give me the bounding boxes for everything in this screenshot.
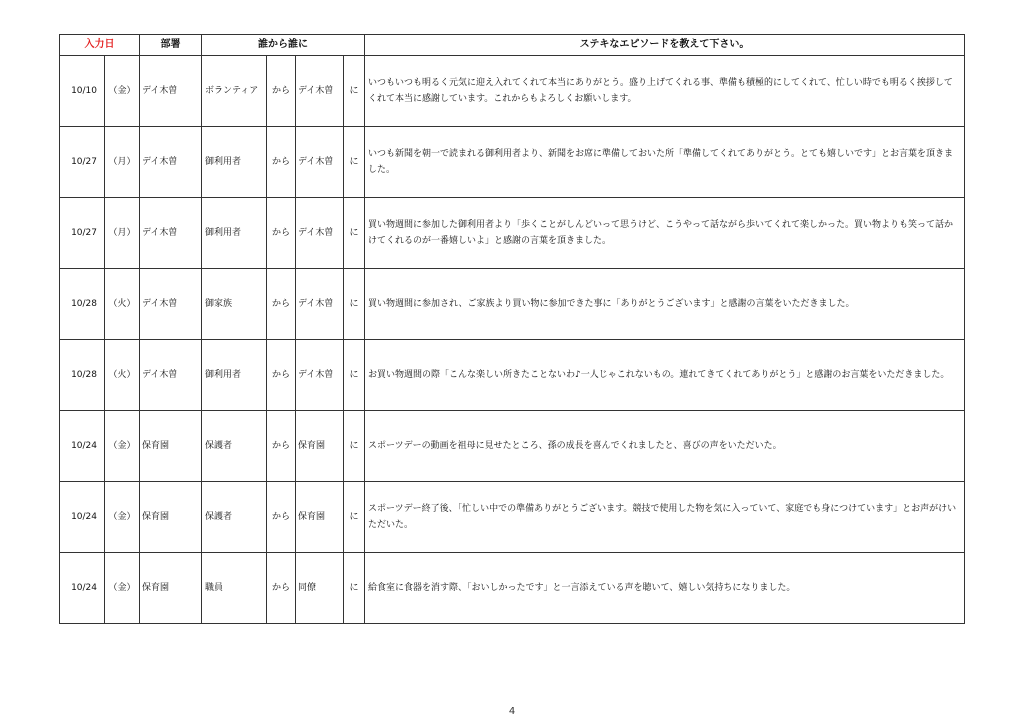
cell-kara: から (267, 127, 296, 198)
cell-episode: いつも新聞を朝一で読まれる御利用者より、新聞をお席に準備しておいた所「準備してくれてありがとう。とても嬉しいです」とお言葉を頂きました。 (365, 127, 965, 198)
table-header-row (60, 35, 965, 56)
header-dept: 部署 (140, 35, 202, 56)
table-row (60, 553, 965, 624)
table-row (60, 127, 965, 198)
cell-dept: 保育園 (140, 482, 202, 553)
cell-to: デイ木曽 (296, 340, 344, 411)
cell-date: 10/24 (60, 411, 105, 482)
cell-to: デイ木曽 (296, 198, 344, 269)
cell-to: デイ木曽 (296, 56, 344, 127)
table-row (60, 56, 965, 127)
cell-ni: に (344, 269, 365, 340)
cell-ni: に (344, 340, 365, 411)
cell-kara: から (267, 269, 296, 340)
cell-date: 10/24 (60, 482, 105, 553)
cell-episode: 買い物週間に参加され、ご家族より買い物に参加できた事に「ありがとうございます」と感謝の言葉をいただきました。 (365, 269, 965, 340)
cell-dept: デイ木曽 (140, 340, 202, 411)
cell-kara: から (267, 553, 296, 624)
cell-ni: に (344, 198, 365, 269)
cell-from: 職員 (202, 553, 267, 624)
cell-kara: から (267, 198, 296, 269)
cell-day: （月） (105, 198, 140, 269)
cell-from: 保護者 (202, 482, 267, 553)
cell-ni: に (344, 553, 365, 624)
cell-from: 御利用者 (202, 127, 267, 198)
cell-episode: いつもいつも明るく元気に迎え入れてくれて本当にありがとう。盛り上げてくれる事、準備も積極的にしてくれて、忙しい時でも明るく挨拶してくれて本当に感謝しています。これからもよろしくお願いします。 (365, 56, 965, 127)
cell-dept: デイ木曽 (140, 269, 202, 340)
table-row (60, 340, 965, 411)
table-row (60, 198, 965, 269)
cell-dept: 保育園 (140, 411, 202, 482)
cell-episode: 給食室に食器を消す際、「おいしかったです」と一言添えている声を聴いて、嬉しい気持ちになりました。 (365, 553, 965, 624)
cell-episode: スポーツデー終了後、「忙しい中での準備ありがとうございます。競技で使用した物を気に入っていて、家庭でも身につけています」とお声がけいただいた。 (365, 482, 965, 553)
cell-dept: 保育園 (140, 553, 202, 624)
cell-date: 10/28 (60, 269, 105, 340)
cell-day: （火） (105, 340, 140, 411)
cell-day: （金） (105, 56, 140, 127)
cell-to: 保育園 (296, 482, 344, 553)
cell-ni: に (344, 411, 365, 482)
cell-from: 御家族 (202, 269, 267, 340)
cell-from: 御利用者 (202, 340, 267, 411)
cell-day: （金） (105, 482, 140, 553)
cell-to: デイ木曽 (296, 269, 344, 340)
cell-day: （火） (105, 269, 140, 340)
episode-table (59, 34, 965, 624)
cell-dept: デイ木曽 (140, 127, 202, 198)
cell-day: （月） (105, 127, 140, 198)
table-row (60, 482, 965, 553)
header-date: 入力日 (60, 35, 140, 56)
cell-to: 同僚 (296, 553, 344, 624)
cell-dept: デイ木曽 (140, 198, 202, 269)
cell-from: 御利用者 (202, 198, 267, 269)
cell-date: 10/24 (60, 553, 105, 624)
header-episode: ステキなエピソードを教えて下さい。 (365, 35, 965, 56)
cell-dept: デイ木曽 (140, 56, 202, 127)
cell-to: デイ木曽 (296, 127, 344, 198)
cell-episode: お買い物週間の際「こんな楽しい所きたことないわ♪一人じゃこれないもの。連れてきてくれてありがとう」と感謝のお言葉をいただきました。 (365, 340, 965, 411)
cell-episode: 買い物週間に参加した御利用者より「歩くことがしんどいって思うけど、こうやって話ながら歩いてくれて楽しかった。買い物よりも笑って話かけてくれるのが一番嬉しいよ」と感謝の言葉を頂きました。 (365, 198, 965, 269)
header-who: 誰から誰に (202, 35, 365, 56)
cell-date: 10/27 (60, 198, 105, 269)
cell-kara: から (267, 340, 296, 411)
cell-day: （金） (105, 553, 140, 624)
page-number: 4 (508, 706, 516, 717)
cell-date: 10/27 (60, 127, 105, 198)
cell-kara: から (267, 482, 296, 553)
cell-ni: に (344, 127, 365, 198)
cell-to: 保育園 (296, 411, 344, 482)
cell-kara: から (267, 411, 296, 482)
cell-day: （金） (105, 411, 140, 482)
table-row (60, 269, 965, 340)
cell-ni: に (344, 56, 365, 127)
cell-ni: に (344, 482, 365, 553)
table-row (60, 411, 965, 482)
cell-date: 10/28 (60, 340, 105, 411)
cell-kara: から (267, 56, 296, 127)
cell-date: 10/10 (60, 56, 105, 127)
cell-episode: スポーツデーの動画を祖母に見せたところ、孫の成長を喜んでくれましたと、喜びの声をいただいた。 (365, 411, 965, 482)
cell-from: ボランティア (202, 56, 267, 127)
cell-from: 保護者 (202, 411, 267, 482)
